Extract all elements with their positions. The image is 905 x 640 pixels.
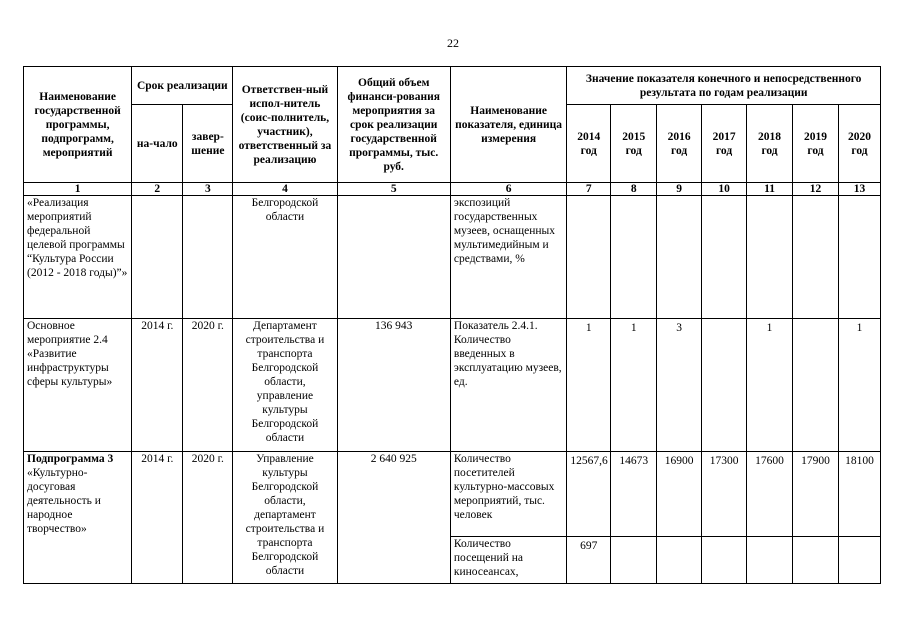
value-cell bbox=[567, 196, 611, 319]
page-number: 22 bbox=[447, 36, 459, 50]
value-cell bbox=[747, 537, 793, 584]
column-number: 7 bbox=[567, 183, 611, 196]
value-cell bbox=[793, 537, 839, 584]
header-period: Срок реализации bbox=[132, 67, 233, 105]
executor-cell: Управление культуры Белгородской области, департамент строительства и транспорта Белгородской области bbox=[233, 452, 337, 584]
start-cell: 2014 г. bbox=[132, 319, 183, 452]
indicator-cell: Количество посетителей культурно-массовых мероприятий, тыс. человек bbox=[450, 452, 566, 537]
value-cell bbox=[747, 196, 793, 319]
value-cell bbox=[702, 537, 747, 584]
value-cell: 14673 bbox=[611, 452, 657, 537]
end-cell: 2020 г. bbox=[183, 452, 233, 584]
column-number: 3 bbox=[183, 183, 233, 196]
header-indicator: Наименование показателя, единица измерения bbox=[450, 67, 566, 183]
indicator-cell: экспозиций государственных музеев, оснащенных мультимедийным и средствами, % bbox=[450, 196, 566, 319]
column-number: 8 bbox=[611, 183, 657, 196]
column-number-row bbox=[24, 183, 881, 196]
header-values-group: Значение показателя конечного и непосредственного результата по годам реализации bbox=[567, 67, 881, 105]
end-cell bbox=[183, 196, 233, 319]
value-cell bbox=[611, 537, 657, 584]
column-number: 12 bbox=[793, 183, 839, 196]
indicator-cell: Количество посещений на киносеансах, bbox=[450, 537, 566, 584]
header-year: 2019 год bbox=[793, 105, 839, 183]
value-cell bbox=[793, 196, 839, 319]
subprogram-name: «Культурно-досуговая деятельность и народное творчество» bbox=[27, 467, 101, 535]
header-year: 2016 год bbox=[657, 105, 702, 183]
column-number: 6 bbox=[450, 183, 566, 196]
header-funding: Общий объем финанси-рования мероприятия за срок реализации государственной программы, тыс. руб. bbox=[337, 67, 450, 183]
value-cell: 12567,6 bbox=[567, 452, 611, 537]
column-number: 11 bbox=[747, 183, 793, 196]
column-number: 10 bbox=[702, 183, 747, 196]
start-cell bbox=[132, 196, 183, 319]
value-cell: 17300 bbox=[702, 452, 747, 537]
value-cell: 1 bbox=[611, 319, 657, 452]
column-number: 1 bbox=[24, 183, 132, 196]
value-cell bbox=[657, 196, 702, 319]
header-year: 2015 год bbox=[611, 105, 657, 183]
header-end: завер-шение bbox=[183, 105, 233, 183]
value-cell bbox=[838, 537, 880, 584]
executor-cell: Департамент строительства и транспорта Белгородской области, управление культуры Белгородской области bbox=[233, 319, 337, 452]
header-year: 2020 год bbox=[838, 105, 880, 183]
value-cell: 3 bbox=[657, 319, 702, 452]
column-number: 4 bbox=[233, 183, 337, 196]
value-cell bbox=[702, 196, 747, 319]
indicator-cell: Показатель 2.4.1. Количество введенных в эксплуатацию музеев, ед. bbox=[450, 319, 566, 452]
funding-cell: 2 640 925 bbox=[337, 452, 450, 584]
start-cell: 2014 г. bbox=[132, 452, 183, 584]
program-name-cell: Основное мероприятие 2.4 «Развитие инфраструктуры сферы культуры» bbox=[24, 319, 132, 452]
table-row bbox=[24, 319, 881, 452]
value-cell bbox=[838, 196, 880, 319]
table-row bbox=[24, 452, 881, 537]
value-cell: 18100 bbox=[838, 452, 880, 537]
header-program-name: Наименование государственной программы, подпрограмм, мероприятий bbox=[24, 67, 132, 183]
value-cell: 17900 bbox=[793, 452, 839, 537]
value-cell bbox=[793, 319, 839, 452]
header-start: на-чало bbox=[132, 105, 183, 183]
funding-cell bbox=[337, 196, 450, 319]
program-name-cell bbox=[24, 452, 132, 584]
value-cell bbox=[702, 319, 747, 452]
program-table bbox=[23, 66, 881, 584]
value-cell: 1 bbox=[567, 319, 611, 452]
header-year: 2014 год bbox=[567, 105, 611, 183]
subprogram-title: Подпрограмма 3 bbox=[27, 453, 114, 465]
column-number: 5 bbox=[337, 183, 450, 196]
column-number: 2 bbox=[132, 183, 183, 196]
program-name-cell: «Реализация мероприятий федеральной целевой программы “Культура России (2012 - 2018 годы)”» bbox=[24, 196, 132, 319]
header-executor: Ответствен-ный испол-нитель (соис-полнитель, участник), ответственный за реализацию bbox=[233, 67, 337, 183]
header-year: 2017 год bbox=[702, 105, 747, 183]
value-cell: 1 bbox=[838, 319, 880, 452]
funding-cell: 136 943 bbox=[337, 319, 450, 452]
column-number: 9 bbox=[657, 183, 702, 196]
table-row bbox=[24, 196, 881, 319]
executor-cell: Белгородской области bbox=[233, 196, 337, 319]
value-cell: 16900 bbox=[657, 452, 702, 537]
value-cell bbox=[611, 196, 657, 319]
value-cell: 1 bbox=[747, 319, 793, 452]
column-number: 13 bbox=[838, 183, 880, 196]
value-cell bbox=[657, 537, 702, 584]
end-cell: 2020 г. bbox=[183, 319, 233, 452]
value-cell: 17600 bbox=[747, 452, 793, 537]
header-year: 2018 год bbox=[747, 105, 793, 183]
value-cell: 697 bbox=[567, 537, 611, 584]
